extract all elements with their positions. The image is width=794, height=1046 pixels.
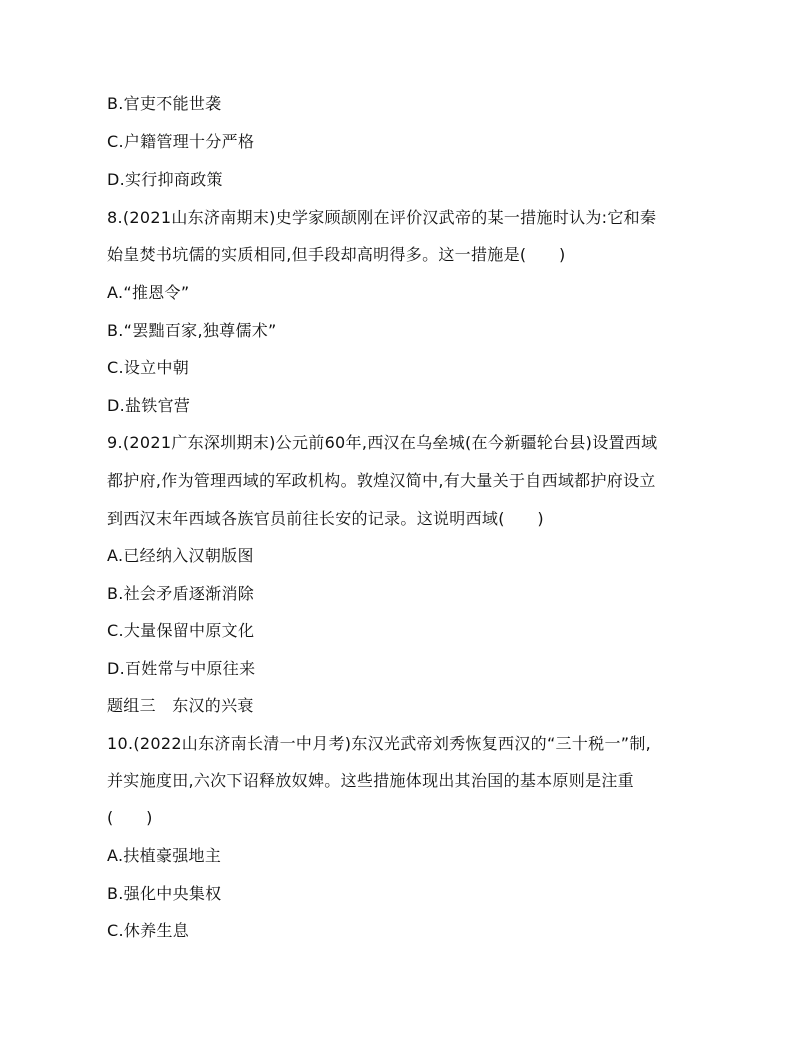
option-a-q8: A.“推恩令” (107, 283, 190, 302)
option-b-q10: B.强化中央集权 (107, 884, 222, 903)
option-c-q7: C.户籍管理十分严格 (107, 132, 255, 151)
option-a-q10: A.扶植豪强地主 (107, 846, 222, 865)
question-9-line-2: 都护府,作为管理西域的军政机构。敦煌汉简中,有大量关于自西域都护府设立 (107, 471, 656, 490)
question-10-line-2: 并实施度田,六次下诏释放奴婢。这些措施体现出其治国的基本原则是注重 (107, 771, 634, 790)
question-10-answer-blank: ( ) (107, 808, 153, 827)
question-9-line-3: 到西汉末年西域各族官员前往长安的记录。这说明西域( ) (107, 509, 544, 528)
option-b-q8: B.“罢黜百家,独尊儒术” (107, 321, 277, 340)
question-9-line-1: 9.(2021广东深圳期末)公元前60年,西汉在乌垒城(在今新疆轮台县)设置西域 (107, 433, 658, 452)
option-a-q9: A.已经纳入汉朝版图 (107, 546, 254, 565)
option-b-q9: B.社会矛盾逐渐消除 (107, 584, 255, 603)
option-d-q8: D.盐铁官营 (107, 396, 191, 415)
option-d-q9: D.百姓常与中原往来 (107, 659, 256, 678)
option-b-q7: B.官吏不能世袭 (107, 94, 222, 113)
option-d-q7: D.实行抑商政策 (107, 170, 223, 189)
question-8-line-1: 8.(2021山东济南期末)史学家顾颉刚在评价汉武帝的某一措施时认为:它和秦 (107, 208, 657, 227)
question-8-line-2: 始皇焚书坑儒的实质相同,但手段却高明得多。这一措施是( ) (107, 245, 566, 264)
option-c-q9: C.大量保留中原文化 (107, 621, 255, 640)
question-10-line-1: 10.(2022山东济南长清一中月考)东汉光武帝刘秀恢复西汉的“三十税一”制, (107, 734, 652, 753)
section-heading: 题组三 东汉的兴衰 (107, 696, 254, 715)
option-c-q8: C.设立中朝 (107, 358, 190, 377)
option-c-q10: C.休养生息 (107, 921, 190, 940)
